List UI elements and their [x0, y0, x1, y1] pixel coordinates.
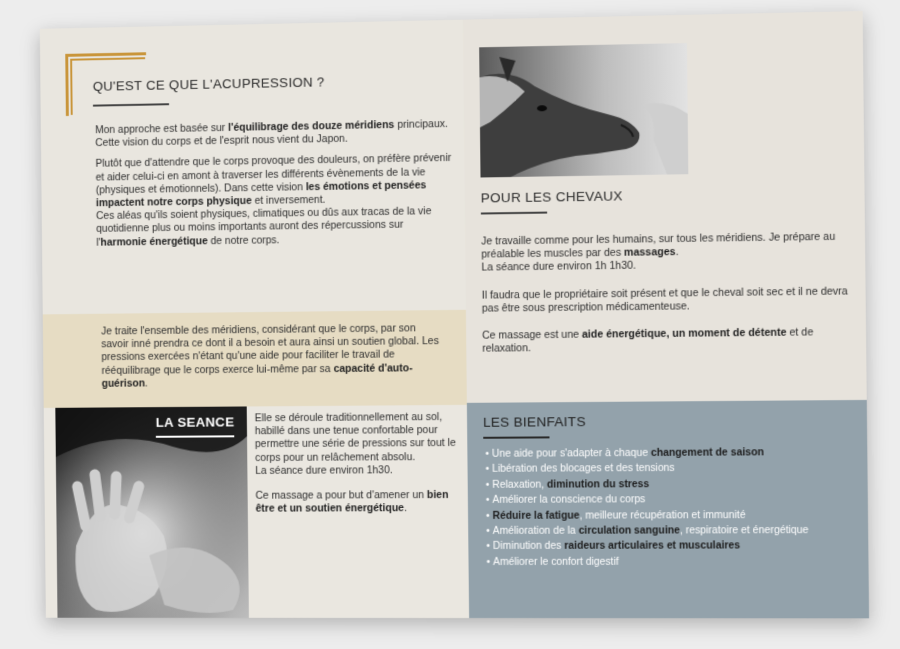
bienfait-item: • Amélioration de la circulation sanguine, respiratoire et énergétique	[486, 525, 809, 537]
bienfaits-title: LES BIENFAITS	[483, 414, 586, 430]
acupression-title: QU'EST CE QUE L'ACUPRESSION ?	[92, 74, 325, 94]
chevaux-paragraph-1: Je travaille comme pour les humains, sur tous les méridiens. Je prépare au préalable les muscles par des massages.	[481, 230, 836, 261]
acupression-paragraph-1: Mon approche est basée sur l'équilibrage des douze méridiens principaux. Cette vision du corps et de l'esprit nous vient du Japon.	[95, 117, 448, 150]
bullet-icon: •	[486, 541, 491, 553]
bullet-icon: •	[485, 448, 490, 460]
bienfaits-panel	[467, 400, 869, 618]
chevaux-paragraph-3: Ce massage est une aide énergétique, un moment de détente et de relaxation.	[482, 326, 814, 355]
brochure-sheet	[40, 11, 869, 618]
chevaux-paragraph-2: Il faudra que le propriétaire soit présent et que le cheval soit sec et il ne devra pas être sous prescription médicamenteuse.	[481, 284, 848, 315]
bienfait-item: • Relaxation, diminution du stress	[485, 478, 650, 491]
bullet-icon: •	[486, 525, 490, 537]
horse-photo	[479, 43, 688, 177]
seance-body	[255, 411, 464, 516]
bienfaits-title-underline	[483, 436, 549, 438]
bullet-icon: •	[485, 479, 490, 491]
chevaux-title-underline	[481, 212, 547, 215]
acupression-body	[95, 118, 455, 250]
acupression-panel	[40, 20, 466, 315]
acupression-paragraph-3: Ces aléas qu'ils soient physiques, climatiques ou dûs aux tracas de la vie quotidienne plus ou moins importants auront des répercussions sur l'harmonie énergétique de notre corps.	[96, 205, 432, 249]
hands-massage-photo	[55, 406, 249, 617]
bullet-icon: •	[486, 510, 490, 522]
chevaux-body	[481, 230, 858, 356]
bienfait-item: • Améliorer la conscience du corps	[485, 494, 646, 507]
acupression-paragraph-2: Plutôt que d'attendre que le corps provoque des douleurs, on préfère prévenir et aider celui-ci en amont à traverser les différents évènements de la vie (physiques et émotionnels). Dans cette vision les émotions et pensées impactent notre corps physique et inversement.	[95, 152, 452, 210]
chevaux-panel	[463, 11, 867, 403]
bullet-icon: •	[486, 556, 491, 568]
seance-paragraph-1: Elle se déroule traditionnellement au sol, habillé dans une tenue confortable pour permettre une série de pressions sur tout le corps pour un relâchement absolu.	[254, 411, 456, 464]
bullet-icon: •	[485, 464, 490, 476]
bienfaits-list	[485, 445, 862, 571]
bienfait-item: • Diminution des raideurs articulaires et musculaires	[486, 540, 741, 553]
chevaux-paragraph-duration: La séance dure environ 1h 1h30.	[481, 260, 637, 274]
chevaux-title: POUR LES CHEVAUX	[480, 188, 623, 206]
seance-paragraph-3: Ce massage a pour but d'amener un bien être et un soutien énergétique.	[255, 489, 449, 515]
seance-paragraph-2: La séance dure environ 1h30.	[255, 464, 393, 477]
bienfait-item: • Une aide pour s'adapter à chaque changement de saison	[485, 447, 765, 460]
bienfait-item: • Réduire la fatigue, meilleure récupération et immunité	[486, 509, 746, 522]
seance-panel	[44, 405, 469, 618]
bienfait-item: • Libération des blocages et des tensions	[485, 463, 675, 476]
bienfait-item: • Améliorer le confort digestif	[486, 556, 619, 568]
meridiens-panel	[43, 310, 467, 408]
bullet-icon: •	[485, 495, 490, 507]
meridiens-paragraph: Je traite l'ensemble des méridiens, considérant que le corps, par son savoir inné prendra ce dont il a besoin et aura ainsi un soutien global. Les pressions exercées n'étant qu'une aide pour faciliter le travail de rééquilibrage que le corps exerce lui-même par sa capacité d'auto-guérison.	[101, 322, 439, 390]
seance-title: LA SEANCE	[155, 414, 235, 430]
